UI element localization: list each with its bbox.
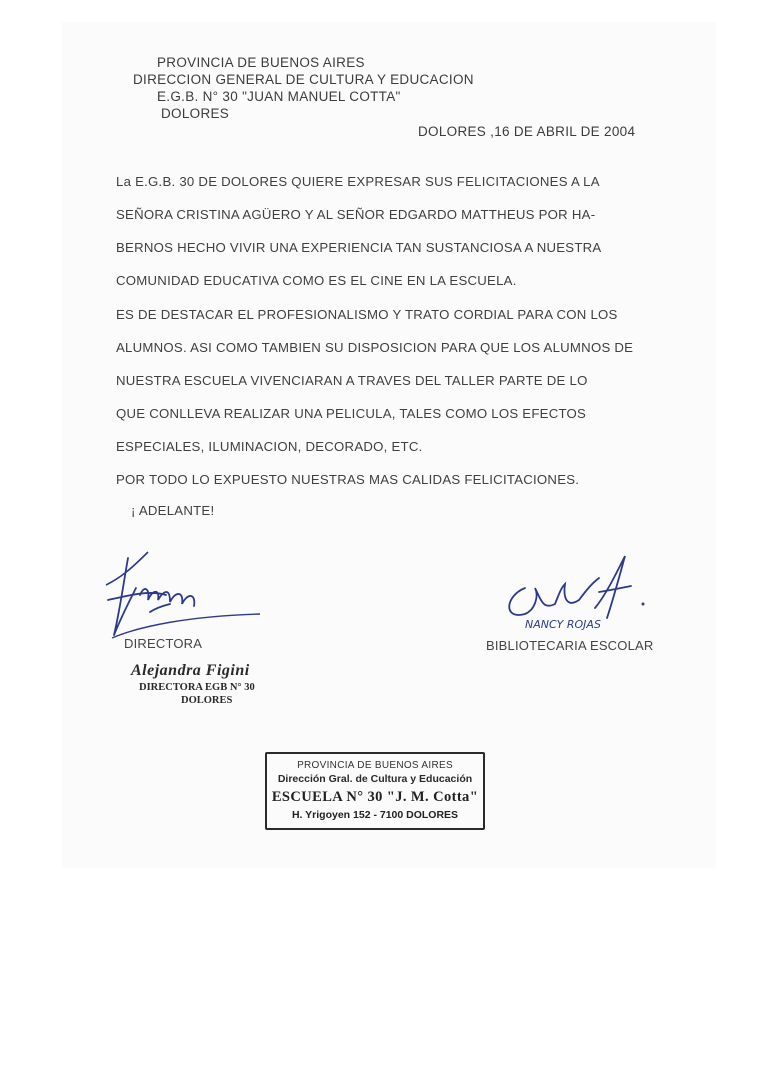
body-line: COMUNIDAD EDUCATIVA COMO ES EL CINE EN LA ESCUELA. [116, 273, 517, 288]
stamp-direction: Dirección Gral. de Cultura y Educación [277, 773, 473, 785]
director-stamp-place: DOLORES [181, 695, 233, 706]
body-line: La E.G.B. 30 DE DOLORES QUIERE EXPRESAR SUS FELICITACIONES A LA [116, 174, 600, 189]
letterhead-city: DOLORES [161, 106, 230, 121]
body-line: SEÑORA CRISTINA AGÜERO Y AL SEÑOR EDGARDO MATTHEUS POR HA- [116, 207, 596, 222]
school-stamp [265, 752, 485, 830]
svg-text:NANCY ROJAS: NANCY ROJAS [525, 618, 601, 631]
director-stamp-role: DIRECTORA EGB N° 30 [139, 682, 255, 693]
librarian-signature-icon [495, 548, 665, 638]
stamp-province: PROVINCIA DE BUENOS AIRES [297, 760, 453, 771]
stamp-school: ESCUELA N° 30 "J. M. Cotta" [271, 789, 479, 805]
body-line: BERNOS HECHO VIVIR UNA EXPERIENCIA TAN SUSTANCIOSA A NUESTRA [116, 240, 602, 255]
stamp-address: H. Yrigoyen 152 - 7100 DOLORES [291, 809, 459, 821]
closing-text: ¡ ADELANTE! [131, 503, 215, 518]
body-line: ES DE DESTACAR EL PROFESIONALISMO Y TRATO CORDIAL PARA CON LOS [116, 307, 618, 322]
letterhead-direction: DIRECCION GENERAL DE CULTURA Y EDUCACION [133, 72, 474, 87]
letter-date: DOLORES ,16 DE ABRIL DE 2004 [418, 124, 636, 139]
letterhead-school: E.G.B. N° 30 "JUAN MANUEL COTTA" [157, 89, 401, 104]
director-stamp-name: Alejandra Figini [131, 662, 250, 679]
body-line: ESPECIALES, ILUMINACION, DECORADO, ETC. [116, 439, 423, 454]
librarian-title: BIBLIOTECARIA ESCOLAR [486, 638, 654, 653]
body-line: POR TODO LO EXPUESTO NUESTRAS MAS CALIDAS FELICITACIONES. [116, 472, 580, 487]
letterhead-province: PROVINCIA DE BUENOS AIRES [157, 55, 365, 70]
body-line: NUESTRA ESCUELA VIVENCIARAN A TRAVES DEL TALLER PARTE DE LO [116, 373, 588, 388]
body-line: ALUMNOS. ASI COMO TAMBIEN SU DISPOSICION PARA QUE LOS ALUMNOS DE [116, 340, 634, 355]
body-line: QUE CONLLEVA REALIZAR UNA PELICULA, TALES COMO LOS EFECTOS [116, 406, 587, 421]
director-title: DIRECTORA [124, 636, 203, 651]
